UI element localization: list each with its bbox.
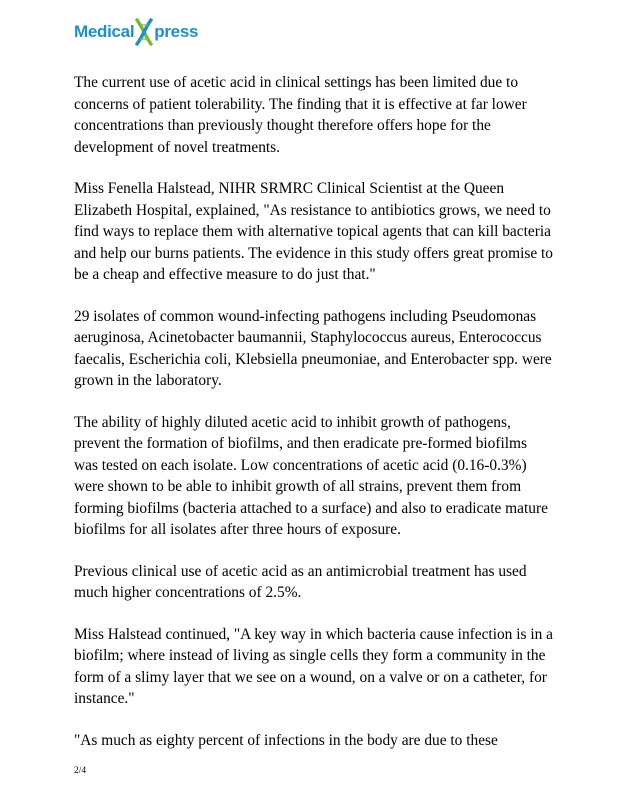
page-number: 2/4	[74, 766, 87, 776]
paragraph: 29 isolates of common wound-infecting pathogens including Pseudomonas aeruginosa, Acinetobacter baumannii, Staphylococcus aureus, Enterococcus faecalis, Escherichia coli, Klebsiella pneumoniae, and Enterobacter spp. were grown in the laboratory.	[74, 307, 552, 389]
paragraph: Miss Fenella Halstead, NIHR SRMRC Clinical Scientist at the Queen Elizabeth Hospital, explained, "As resistance to antibiotics grows, we need to find ways to replace them with alternative topical agents that can kill bacteria and help our burns patients. The evidence in this study offers great promise to be a cheap and effective measure to do just that."	[74, 180, 553, 283]
paragraph: "As much as eighty percent of infections in the body are due to these	[74, 731, 498, 749]
logo-text-press: press	[154, 22, 199, 41]
paragraph: The ability of highly diluted acetic acid to inhibit growth of pathogens, prevent the formation of biofilms, and then eradicate pre-formed biofilms was tested on each isolate. Low concentrations of acetic acid (0.16-0.3%) were shown to be able to inhibit growth of all strains, prevent them from forming biofilms (bacteria attached to a surface) and also to eradicate mature biofilms for all isolates after three hours of exposure.	[74, 413, 548, 538]
paragraph: Miss Halstead continued, "A key way in which bacteria cause infection is in a biofilm; where instead of living as single cells they form a community in the form of a slimy layer that we see on a wound, on a valve or on a catheter, for instance."	[74, 625, 553, 707]
medicalxpress-logo	[74, 18, 198, 46]
dna-helix-x-icon	[135, 18, 153, 46]
paragraph: Previous clinical use of acetic acid as an antimicrobial treatment has used much higher concentrations of 2.5%.	[74, 562, 527, 601]
article-body	[74, 72, 554, 771]
paragraph: The current use of acetic acid in clinical settings has been limited due to concerns of patient tolerability. The finding that it is effective at far lower concentrations than previously thought therefore offers hope for the development of novel treatments.	[74, 74, 527, 156]
logo-text-medical: Medical	[74, 22, 135, 41]
